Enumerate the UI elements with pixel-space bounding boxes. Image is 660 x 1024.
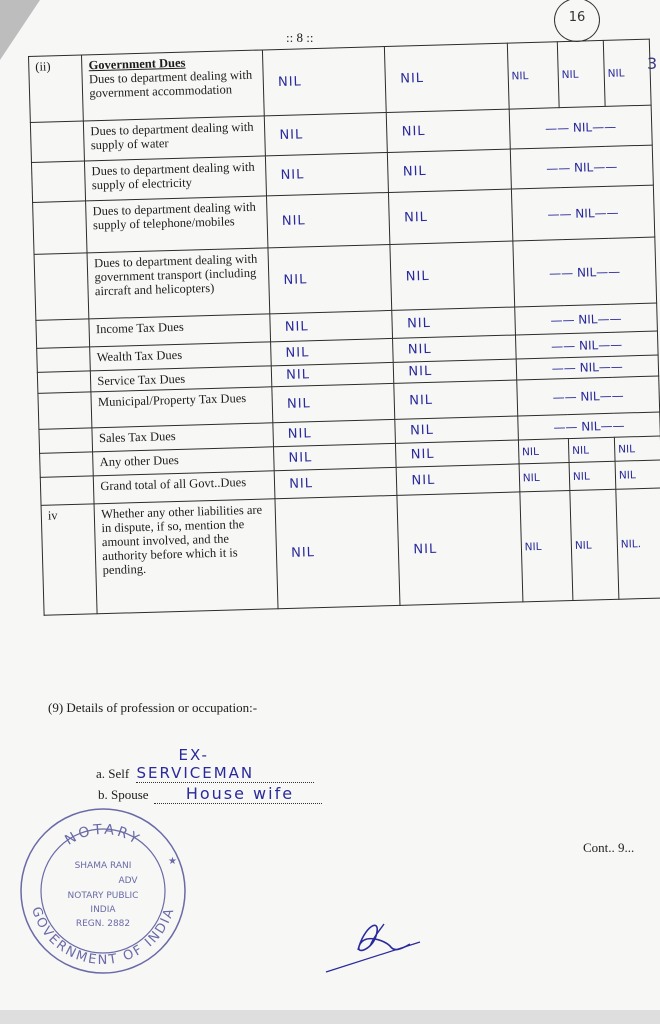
row-description: Dues to department dealing with supply of electricity [91,159,255,193]
row-description: Municipal/Property Tax Dues [97,391,247,410]
handwritten-value-cell: NIL [394,359,517,383]
spouse-occupation-line [98,784,322,804]
row-description-cell [85,156,267,201]
edge-mark: 3 [647,54,658,73]
svg-text:ADV: ADV [118,876,138,886]
row-description: Wealth Tax Dues [96,347,183,365]
handwritten-value-cell: NIL [268,244,392,313]
handwritten-value-cell: NIL [390,241,514,310]
dash-stroke: —— [597,337,623,352]
row-description: Income Tax Dues [95,319,184,337]
handwritten-value-cell: NIL [387,109,510,152]
section-9-heading: (9) Details of profession or occupation:- [48,700,258,715]
handwritten-value: NIL [578,311,598,327]
row-number-cell [36,319,90,348]
handwritten-value-cell: NIL [270,310,393,341]
spouse-value: House wife [185,784,295,803]
self-dotted-field [136,746,314,783]
dash-stroke: —— [544,120,570,136]
handwritten-value: NIL [578,337,599,353]
handwritten-value: NIL [580,388,600,404]
row-description-cell [91,387,273,428]
row-description-cell [84,116,266,161]
handwritten-across-cell [509,105,652,149]
handwritten-value: NIL [581,418,601,434]
handwritten-across-cell [510,145,653,189]
row-description: Dues to department dealing with government transport (including aircraft and helicopters) [93,251,258,299]
handwritten-value-cell: NIL [271,338,394,365]
row-description: Dues to department dealing with supply of telephone/mobiles [92,199,256,233]
row-number-cell: iv [41,504,97,615]
page-number: :: 8 :: [286,30,314,45]
row-number-cell: (ii) [29,55,84,122]
handwritten-value-cell: NIL [392,307,515,338]
row-description: Service Tax Dues [97,371,186,389]
handwritten-across-cell [513,237,657,307]
handwritten-value-cell: NIL [385,43,509,112]
dash-stroke: —— [597,311,622,326]
self-occupation-line [96,746,314,783]
handwritten-value-cell: NIL [507,42,559,109]
scan-bottom-edge [0,1010,660,1024]
handwritten-value-cell: NIL [519,463,570,492]
row-number-cell [31,161,85,202]
handwritten-value-cell: NIL [266,152,389,195]
handwritten-value-cell: NIL [389,189,513,244]
self-value: EX-SERVICEMAN [136,746,255,782]
handwritten-value-cell: NIL. [616,488,660,599]
svg-text:INDIA: INDIA [90,905,116,915]
handwritten-across-cell [511,185,655,241]
row-description-cell [87,248,270,319]
handwritten-value-cell: NIL [518,439,569,464]
handwritten-value: NIL [572,119,593,135]
row-number-cell [37,347,91,372]
row-description-cell [94,499,278,614]
handwritten-value: NIL [576,264,597,280]
handwritten-value-cell: NIL [273,419,396,446]
handwritten-value-cell: NIL [275,495,400,608]
row-number-cell [37,371,91,393]
handwritten-value-cell: NIL [615,460,660,489]
table-row [41,488,660,615]
handwritten-value-cell: NIL [388,149,511,192]
signature [324,906,424,976]
handwritten-value-cell: NIL [557,40,605,107]
spouse-dotted-field [154,784,322,804]
handwritten-value-cell: NIL [267,192,391,247]
dash-stroke: —— [553,419,578,434]
handwritten-value: NIL [575,205,595,221]
handwritten-value-cell: NIL [264,113,387,156]
handwritten-value-cell: NIL [396,440,519,467]
svg-text:REGN. 2882: REGN. 2882 [75,919,131,929]
row-number-cell [40,452,94,477]
row-description-cell [86,196,268,253]
handwritten-value-cell: NIL [394,380,517,419]
circled-page-mark: 16 [554,0,600,42]
dash-stroke: —— [552,389,577,404]
handwritten-value-cell: NIL [397,464,520,495]
handwritten-value-cell: NIL [271,362,394,386]
handwritten-value-cell: NIL [568,437,615,462]
svg-text:GOVERNMENT OF INDIA: GOVERNMENT OF INDIA [28,905,178,969]
dash-stroke: —— [550,312,575,328]
government-dues-heading: Government Dues [88,55,186,73]
dues-table-wrapper [28,39,660,616]
handwritten-value-cell: NIL [569,461,616,490]
handwritten-value-cell: NIL [274,443,397,470]
dash-stroke: —— [598,359,624,375]
handwritten-value-cell: NIL [393,335,516,362]
handwritten-value-cell: NIL [395,416,518,443]
continued-note: Cont.. 9... [583,840,635,855]
handwritten-across-cell [514,303,657,335]
row-number-cell [34,253,89,320]
handwritten-value-cell: NIL [520,491,573,602]
handwritten-value: NIL [579,360,600,375]
row-number-cell [38,392,92,429]
dash-stroke: —— [550,338,576,354]
dues-table [28,39,660,616]
dash-stroke: —— [547,206,572,222]
row-number-cell [30,121,84,162]
row-description: Grand total of all Govt..Dues [100,475,247,494]
handwritten-value-cell: NIL [274,467,397,498]
row-number-cell [33,201,88,254]
spouse-label: b. Spouse [98,787,149,802]
handwritten-value-cell: NIL [603,39,651,106]
row-description: Any other Dues [99,452,180,470]
svg-text:NOTARY PUBLIC: NOTARY PUBLIC [67,891,139,901]
dash-stroke: —— [593,159,618,174]
row-number-cell [40,476,94,505]
row-description: Sales Tax Dues [98,429,176,446]
notary-seal-stamp [18,806,188,976]
handwritten-value: NIL [573,159,594,175]
dash-stroke: —— [551,360,576,376]
row-description: Dues to department dealing with government accommodation [88,67,253,101]
handwritten-across-cell [517,376,660,416]
self-label: a. Self [96,766,130,781]
dash-stroke: —— [595,264,621,279]
dash-stroke: —— [548,265,574,281]
svg-text:SHAMA RANI: SHAMA RANI [74,861,132,871]
svg-text:★: ★ [168,856,177,867]
dash-stroke: —— [600,417,625,433]
dash-stroke: —— [594,205,619,220]
svg-text:NOTARY: NOTARY [62,821,144,849]
row-description-cell [82,50,265,121]
dash-stroke: —— [591,119,617,134]
row-description: Dues to department dealing with supply of water [90,119,254,153]
handwritten-value-cell: NIL [272,383,395,422]
handwritten-value-cell: NIL [397,492,522,605]
dash-stroke: —— [546,160,571,176]
dash-stroke: —— [599,388,624,403]
handwritten-value-cell: NIL [263,47,387,116]
handwritten-value-cell: NIL [570,489,619,600]
row-number-cell [39,428,93,453]
scan-corner-shadow [0,0,40,60]
row-description: Whether any other liabilities are in dispute, if so, mention the amount involved, and the authority before which it is pending. [100,502,263,578]
handwritten-value-cell: NIL [614,436,660,461]
